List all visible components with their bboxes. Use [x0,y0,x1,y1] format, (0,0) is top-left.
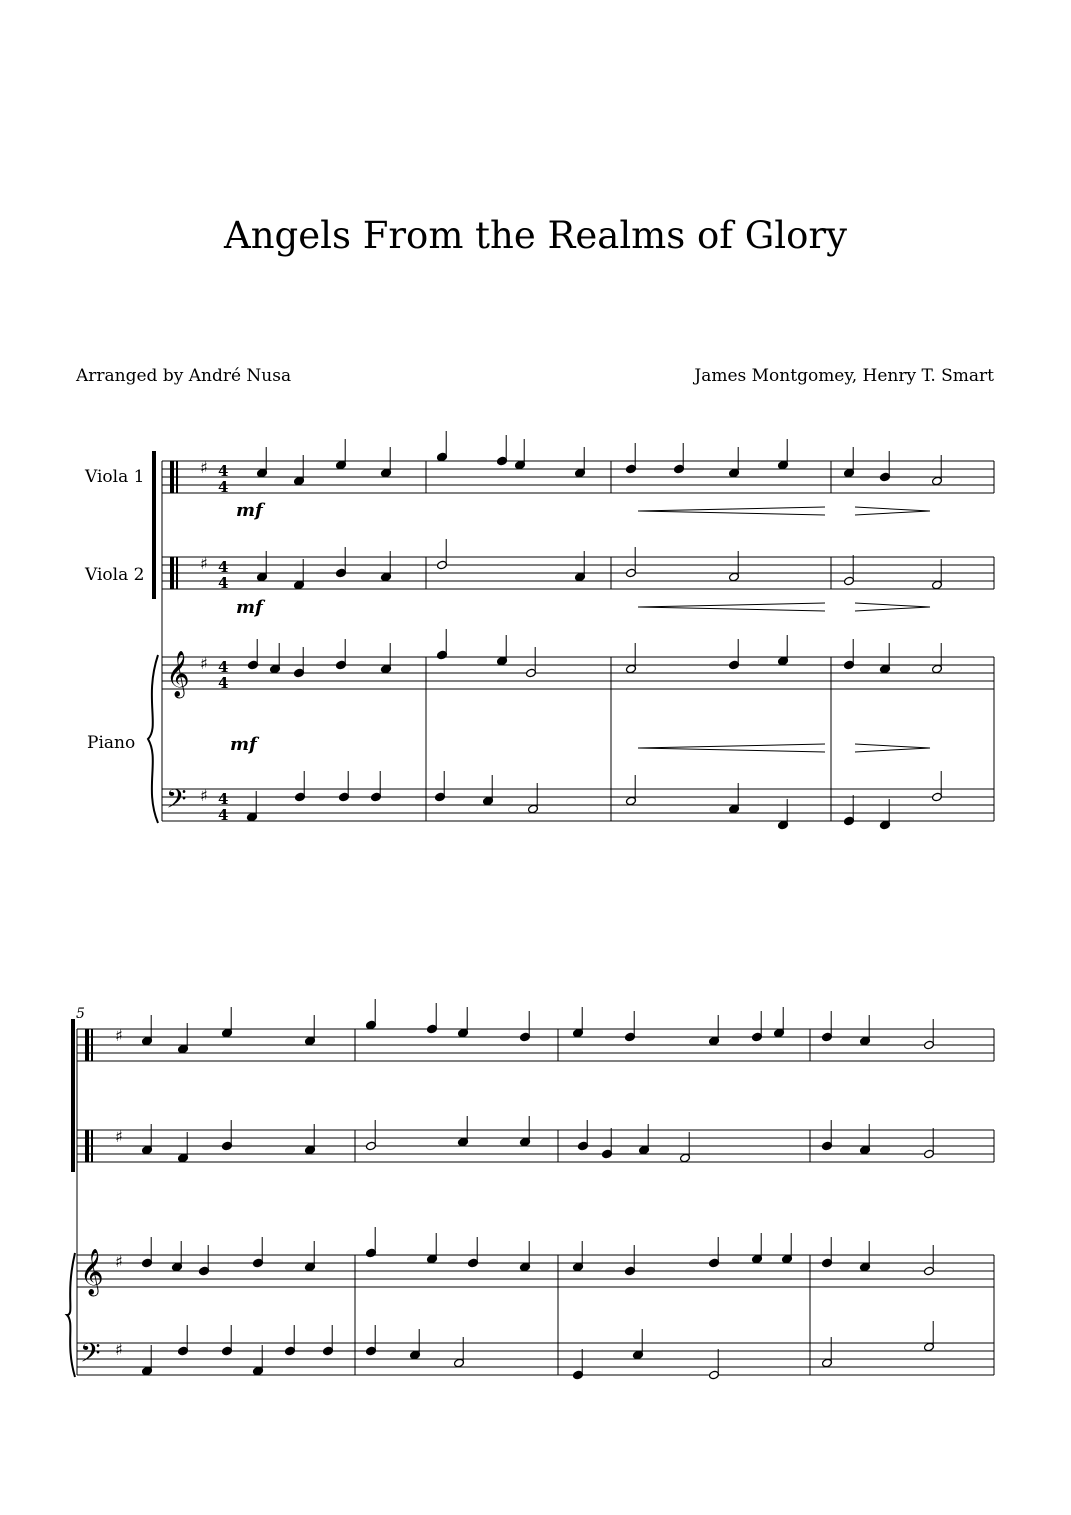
sharp-icon: ♯ [115,1340,123,1359]
piano-bass-staff [77,1343,994,1375]
viola1-label: Viola 1 [85,467,145,487]
piano-brace [148,655,158,823]
decrescendo-hairpin [855,744,930,752]
time-signature-bottom: 4 [218,478,229,496]
score-title: Angels From the Realms of Glory [223,214,848,257]
sharp-icon: ♯ [115,1026,123,1045]
bass-clef-icon: 𝄢 [166,783,187,821]
viola2-label: Viola 2 [85,565,145,585]
bass-clef-icon: 𝄢 [80,1337,101,1375]
piano-treble-staff [77,1255,994,1287]
piano-label: Piano [87,733,136,753]
viola2-staff [77,1130,994,1162]
decrescendo-hairpin [855,507,930,515]
crescendo-hairpin [638,603,825,611]
sharp-icon: ♯ [200,786,208,805]
piano-bass-staff [162,789,994,821]
crescendo-hairpin [638,744,825,752]
sharp-icon: ♯ [115,1127,123,1146]
time-signature-top: 4 [218,658,229,676]
dynamic-viola1: mf [236,500,263,521]
dynamic-piano: mf [230,734,257,755]
time-signature-top: 4 [218,790,229,808]
crescendo-hairpin [638,507,825,515]
alto-clef-icon [85,1029,89,1061]
treble-clef-icon: 𝄞 [80,1249,104,1295]
alto-clef-icon [170,557,174,589]
time-signature-top: 4 [218,462,229,480]
piano-brace [67,1253,75,1377]
time-signature-bottom: 4 [218,574,229,592]
sharp-icon: ♯ [200,554,208,573]
sharp-icon: ♯ [115,1252,123,1271]
composer-credit: James Montgomey, Henry T. Smart [694,366,994,386]
time-signature-top: 4 [218,558,229,576]
time-signature-bottom: 4 [218,674,229,692]
measure-number: 5 [76,1006,85,1022]
dynamic-viola2: mf [236,597,263,618]
time-signature-bottom: 4 [218,806,229,824]
alto-clef-icon [85,1130,89,1162]
sharp-icon: ♯ [200,458,208,477]
arranger-credit: Arranged by André Nusa [76,366,292,386]
sharp-icon: ♯ [200,654,208,673]
decrescendo-hairpin [855,603,930,611]
alto-clef-icon [170,461,174,493]
viola2-staff [162,557,994,589]
viola1-staff [77,1029,994,1061]
piano-treble-staff [162,657,994,689]
treble-clef-icon: 𝄞 [166,651,190,697]
